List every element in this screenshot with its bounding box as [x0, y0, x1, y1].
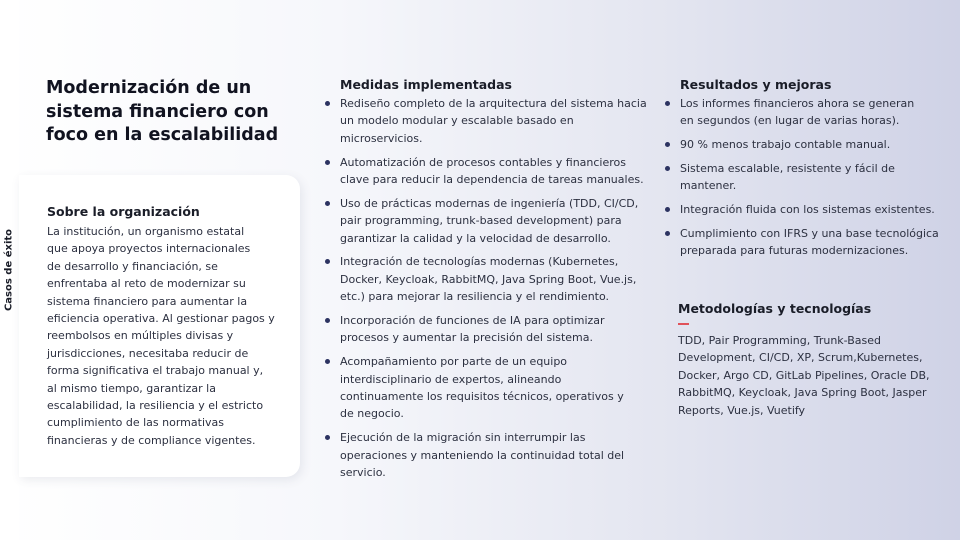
- organization-text-line: eficiencia operativa. Al gestionar pagos y: [47, 312, 275, 326]
- measure-line: servicio.: [340, 466, 386, 480]
- measure-line: pair programming, trunk-based development) para: [340, 214, 622, 228]
- organization-text-line: escalabilidad, la resiliencia y el estricto: [47, 399, 264, 413]
- measure-item: [340, 154, 650, 189]
- methodologies-line: Docker, Argo CD, GitLab Pipelines, Oracle DB,: [678, 368, 930, 382]
- methodologies-section: [678, 301, 953, 419]
- result-line: Los informes financieros ahora se generan: [680, 97, 915, 110]
- organization-text: [47, 223, 275, 449]
- measure-line: Ejecución de la migración sin interrumpir las: [340, 431, 586, 445]
- result-line: en segundos (en lugar de varias horas).: [680, 114, 900, 128]
- methodologies-heading: Metodologías y tecnologías: [678, 301, 872, 316]
- measure-line: Acompañamiento por parte de un equipo: [340, 355, 568, 369]
- organization-text-line: de desarrollo y financiación, se: [47, 259, 218, 273]
- measure-item: [340, 95, 650, 147]
- result-line: Cumplimiento con IFRS y una base tecnológica: [680, 227, 939, 240]
- organization-text-line: que apoya proyectos internacionales: [47, 242, 251, 256]
- measures-section: [340, 77, 650, 488]
- measure-line: Integración de tecnologías modernas (Kubernetes,: [340, 255, 619, 269]
- results-section: [680, 77, 950, 266]
- measures-list: [340, 95, 650, 481]
- measure-line: Rediseño completo de la arquitectura del sistema hacia: [340, 97, 647, 110]
- organization-text-line: enfrentaba al reto de modernizar su: [47, 277, 246, 291]
- organization-text-line: cumplimiento de las normativas: [47, 416, 224, 430]
- measure-item: [340, 429, 650, 481]
- measure-item: [340, 195, 650, 247]
- measure-item: [340, 353, 650, 423]
- measure-line: Uso de prácticas modernas de ingeniería (TDD, CI/CD,: [340, 196, 639, 210]
- measure-line: Docker, Keycloak, RabbitMQ, Java Spring Boot, Vue.js,: [340, 272, 637, 286]
- result-line: mantener.: [680, 179, 737, 193]
- organization-text-line: forma significativa el trabajo manual y,: [47, 364, 264, 378]
- organization-text-line: jurisdicciones, necesitaba reducir de: [47, 346, 249, 360]
- page-title-line: sistema financiero con: [46, 101, 269, 122]
- side-tab: [0, 0, 19, 540]
- results-list: [680, 95, 950, 260]
- result-line: Integración fluida con los sistemas existentes.: [680, 203, 935, 217]
- measure-line: continuamente los requisitos técnicos, operativos y: [340, 390, 624, 404]
- measure-item: [340, 253, 650, 305]
- result-item: [680, 201, 950, 218]
- page-title-line: foco en la escalabilidad: [46, 125, 279, 145]
- organization-text-line: La institución, un organismo estatal: [47, 225, 245, 238]
- accent-divider: [678, 323, 689, 325]
- result-line: Sistema escalable, resistente y fácil de: [680, 162, 895, 175]
- methodologies-line: Reports, Vue.js, Vuetify: [678, 403, 806, 417]
- measure-line: Incorporación de funciones de IA para optimizar: [340, 314, 605, 328]
- measure-line: etc.) para mejorar la resiliencia y el rendimiento.: [340, 290, 610, 304]
- organization-text-line: sistema financiero para aumentar la: [47, 294, 248, 308]
- organization-card: [19, 175, 300, 477]
- measure-line: operaciones y manteniendo la continuidad total del: [340, 448, 625, 462]
- result-item: [680, 136, 950, 153]
- methodologies-line: RabbitMQ, Keycloak, Java Spring Boot, Jasper: [678, 386, 927, 400]
- organization-heading: Sobre la organización: [47, 204, 200, 219]
- measure-line: interdisciplinario de expertos, alineando: [340, 372, 562, 386]
- measure-line: garantizar la calidad y la velocidad de desarrollo.: [340, 231, 611, 245]
- organization-text-line: reembolsos en múltiples divisas y: [47, 329, 234, 343]
- result-line: preparada para futuras modernizaciones.: [680, 244, 909, 258]
- result-item: [680, 225, 950, 260]
- measure-item: [340, 312, 650, 347]
- measure-line: un modelo modular y escalable basado en: [340, 114, 574, 128]
- methodologies-text: [678, 332, 953, 419]
- page-title: [46, 77, 286, 148]
- organization-text-line: al mismo tiempo, garantizar la: [47, 381, 216, 395]
- measure-line: de negocio.: [340, 407, 404, 421]
- result-item: [680, 95, 950, 130]
- measure-line: Automatización de procesos contables y financieros: [340, 155, 626, 169]
- side-tab-label: Casos de éxito: [3, 228, 15, 312]
- measure-line: microservicios.: [340, 131, 423, 145]
- result-item: [680, 160, 950, 195]
- results-heading: Resultados y mejoras: [680, 77, 832, 92]
- measure-line: procesos y aumentar la precisión del sistema.: [340, 331, 594, 345]
- measure-line: clave para reducir la dependencia de tareas manuales.: [340, 173, 644, 187]
- measures-heading: Medidas implementadas: [340, 77, 512, 92]
- result-line: 90 % menos trabajo contable manual.: [680, 138, 891, 152]
- page-title-line: Modernización de un: [46, 78, 252, 98]
- methodologies-line: TDD, Pair Programming, Trunk-Based: [678, 334, 882, 347]
- organization-text-line: financieras y de compliance vigentes.: [47, 433, 256, 447]
- methodologies-line: Development, CI/CD, XP, Scrum,Kubernetes,: [678, 351, 923, 365]
